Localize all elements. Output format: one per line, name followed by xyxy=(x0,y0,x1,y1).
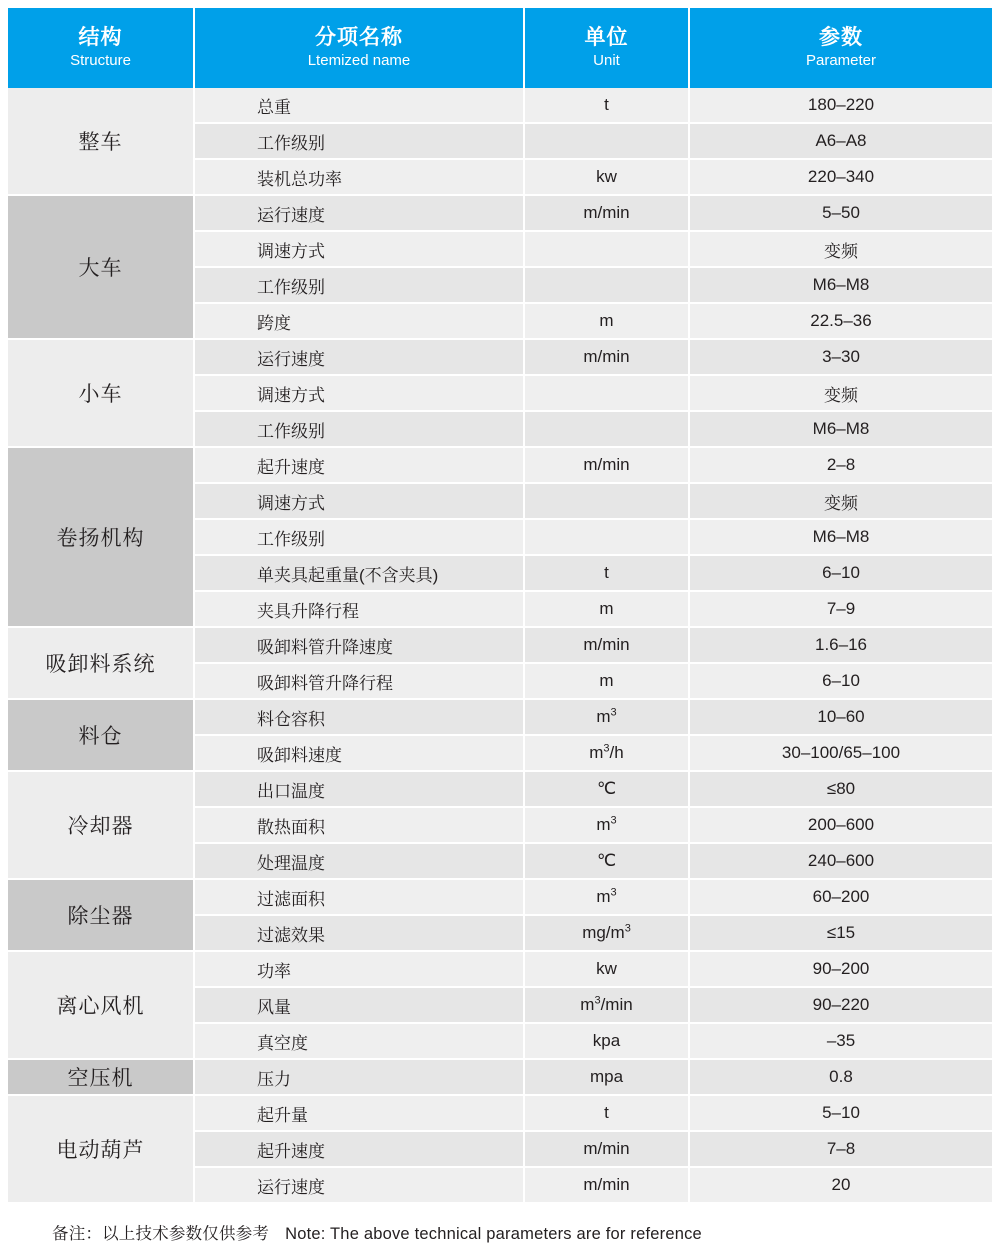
unit-cell: ℃ xyxy=(524,771,689,807)
unit-cell: m/min xyxy=(524,195,689,231)
parameter-cell: 变频 xyxy=(689,375,992,411)
item-name-cell: 风量 xyxy=(194,987,524,1023)
structure-cell: 小车 xyxy=(8,339,194,447)
unit-cell: t xyxy=(524,1095,689,1131)
header-itemized-name-cn: 分项名称 xyxy=(315,25,403,49)
table-row xyxy=(8,771,992,807)
table-row xyxy=(8,195,992,231)
unit-cell: m/min xyxy=(524,627,689,663)
structure-cell: 冷却器 xyxy=(8,771,194,879)
item-name-cell: 吸卸料管升降行程 xyxy=(194,663,524,699)
unit-cell: $m^3$ xyxy=(524,879,689,915)
unit-cell: m/min xyxy=(524,447,689,483)
item-name-cell: 运行速度 xyxy=(194,195,524,231)
table-row xyxy=(8,447,992,483)
unit-cell: t xyxy=(524,555,689,591)
structure-cell: 除尘器 xyxy=(8,879,194,951)
parameter-cell: 变频 xyxy=(689,483,992,519)
item-name-cell: 夹具升降行程 xyxy=(194,591,524,627)
unit-cell xyxy=(524,519,689,555)
structure-cell: 料仓 xyxy=(8,699,194,771)
parameter-cell: 30–100/65–100 xyxy=(689,735,992,771)
parameter-cell: ≤80 xyxy=(689,771,992,807)
structure-cell: 卷扬机构 xyxy=(8,447,194,627)
header-row xyxy=(8,8,992,88)
table-row xyxy=(8,88,992,123)
item-name-cell: 功率 xyxy=(194,951,524,987)
item-name-cell: 过滤效果 xyxy=(194,915,524,951)
parameter-cell: 22.5–36 xyxy=(689,303,992,339)
item-name-cell: 工作级别 xyxy=(194,267,524,303)
structure-cell: 大车 xyxy=(8,195,194,339)
structure-cell: 离心风机 xyxy=(8,951,194,1059)
header-unit-en: Unit xyxy=(593,51,620,69)
parameter-cell: 1.6–16 xyxy=(689,627,992,663)
unit-cell: m xyxy=(524,303,689,339)
unit-cell: kpa xyxy=(524,1023,689,1059)
unit-cell xyxy=(524,123,689,159)
item-name-cell: 压力 xyxy=(194,1059,524,1095)
parameter-cell: 0.8 xyxy=(689,1059,992,1095)
unit-cell: $m^3/\min$ xyxy=(524,987,689,1023)
item-name-cell: 调速方式 xyxy=(194,483,524,519)
table-row xyxy=(8,699,992,735)
unit-cell xyxy=(524,267,689,303)
header-structure xyxy=(8,8,194,88)
table-header xyxy=(8,8,992,88)
item-name-cell: 出口温度 xyxy=(194,771,524,807)
unit-cell: t xyxy=(524,88,689,123)
header-itemized-name xyxy=(194,8,524,88)
item-name-cell: 起升量 xyxy=(194,1095,524,1131)
parameter-cell: 6–10 xyxy=(689,555,992,591)
header-parameter-en: Parameter xyxy=(805,51,877,69)
structure-cell: 空压机 xyxy=(8,1059,194,1095)
item-name-cell: 运行速度 xyxy=(194,1167,524,1203)
parameter-cell: 20 xyxy=(689,1167,992,1203)
item-name-cell: 真空度 xyxy=(194,1023,524,1059)
parameter-cell: 5–50 xyxy=(689,195,992,231)
parameter-cell: 3–30 xyxy=(689,339,992,375)
parameter-cell: A6–A8 xyxy=(689,123,992,159)
specification-table xyxy=(8,8,992,1204)
unit-cell: $m^3$ xyxy=(524,807,689,843)
item-name-cell: 总重 xyxy=(194,88,524,123)
parameter-cell: M6–M8 xyxy=(689,519,992,555)
unit-cell xyxy=(524,483,689,519)
header-unit xyxy=(524,8,689,88)
table-row xyxy=(8,1095,992,1131)
item-name-cell: 散热面积 xyxy=(194,807,524,843)
parameter-cell: 10–60 xyxy=(689,699,992,735)
parameter-cell: 7–9 xyxy=(689,591,992,627)
item-name-cell: 吸卸料管升降速度 xyxy=(194,627,524,663)
unit-cell: ℃ xyxy=(524,843,689,879)
item-name-cell: 吸卸料速度 xyxy=(194,735,524,771)
item-name-cell: 跨度 xyxy=(194,303,524,339)
unit-cell: m xyxy=(524,663,689,699)
unit-cell: $m^3/h$ xyxy=(524,735,689,771)
unit-cell xyxy=(524,375,689,411)
header-structure-en: Structure xyxy=(70,51,131,69)
header-itemized-name-en: Ltemized name xyxy=(307,51,411,69)
unit-cell: kw xyxy=(524,159,689,195)
parameter-cell: 7–8 xyxy=(689,1131,992,1167)
header-unit-cn: 单位 xyxy=(584,25,629,49)
item-name-cell: 起升速度 xyxy=(194,447,524,483)
parameter-cell: ≤15 xyxy=(689,915,992,951)
unit-cell: kw xyxy=(524,951,689,987)
item-name-cell: 处理温度 xyxy=(194,843,524,879)
item-name-cell: 单夹具起重量(不含夹具) xyxy=(194,555,524,591)
parameter-cell: –35 xyxy=(689,1023,992,1059)
table-row xyxy=(8,627,992,663)
table-row xyxy=(8,951,992,987)
table-row xyxy=(8,339,992,375)
footnote-en: Note: The above technical parameters are for reference xyxy=(285,1225,702,1243)
item-name-cell: 调速方式 xyxy=(194,231,524,267)
unit-cell: m xyxy=(524,591,689,627)
parameter-cell: 200–600 xyxy=(689,807,992,843)
table-row xyxy=(8,879,992,915)
item-name-cell: 运行速度 xyxy=(194,339,524,375)
parameter-cell: M6–M8 xyxy=(689,267,992,303)
item-name-cell: 调速方式 xyxy=(194,375,524,411)
table-body xyxy=(8,88,992,1203)
footnote-cn: 备注：以上技术参数仅供参考 xyxy=(52,1225,270,1243)
header-parameter xyxy=(689,8,992,88)
unit-cell xyxy=(524,231,689,267)
parameter-cell: 90–220 xyxy=(689,987,992,1023)
unit-cell: $m^3$ xyxy=(524,699,689,735)
header-structure-cn: 结构 xyxy=(78,25,123,49)
parameter-cell: 5–10 xyxy=(689,1095,992,1131)
table-row xyxy=(8,1059,992,1095)
structure-cell: 整车 xyxy=(8,88,194,195)
unit-cell xyxy=(524,411,689,447)
unit-cell: mpa xyxy=(524,1059,689,1095)
unit-cell: m/min xyxy=(524,339,689,375)
item-name-cell: 起升速度 xyxy=(194,1131,524,1167)
parameter-cell: 60–200 xyxy=(689,879,992,915)
structure-cell: 电动葫芦 xyxy=(8,1095,194,1203)
parameter-cell: 220–340 xyxy=(689,159,992,195)
parameter-cell: 6–10 xyxy=(689,663,992,699)
header-parameter-cn: 参数 xyxy=(819,25,863,49)
parameter-cell: M6–M8 xyxy=(689,411,992,447)
unit-cell: $mg/m^3$ xyxy=(524,915,689,951)
parameter-cell: 2–8 xyxy=(689,447,992,483)
item-name-cell: 工作级别 xyxy=(194,411,524,447)
unit-cell: m/min xyxy=(524,1131,689,1167)
unit-cell: m/min xyxy=(524,1167,689,1203)
structure-cell: 吸卸料系统 xyxy=(8,627,194,699)
footnote xyxy=(8,1220,992,1244)
parameter-cell: 240–600 xyxy=(689,843,992,879)
item-name-cell: 工作级别 xyxy=(194,519,524,555)
parameter-cell: 变频 xyxy=(689,231,992,267)
parameter-cell: 180–220 xyxy=(689,88,992,123)
item-name-cell: 料仓容积 xyxy=(194,699,524,735)
item-name-cell: 过滤面积 xyxy=(194,879,524,915)
item-name-cell: 装机总功率 xyxy=(194,159,524,195)
item-name-cell: 工作级别 xyxy=(194,123,524,159)
parameter-cell: 90–200 xyxy=(689,951,992,987)
